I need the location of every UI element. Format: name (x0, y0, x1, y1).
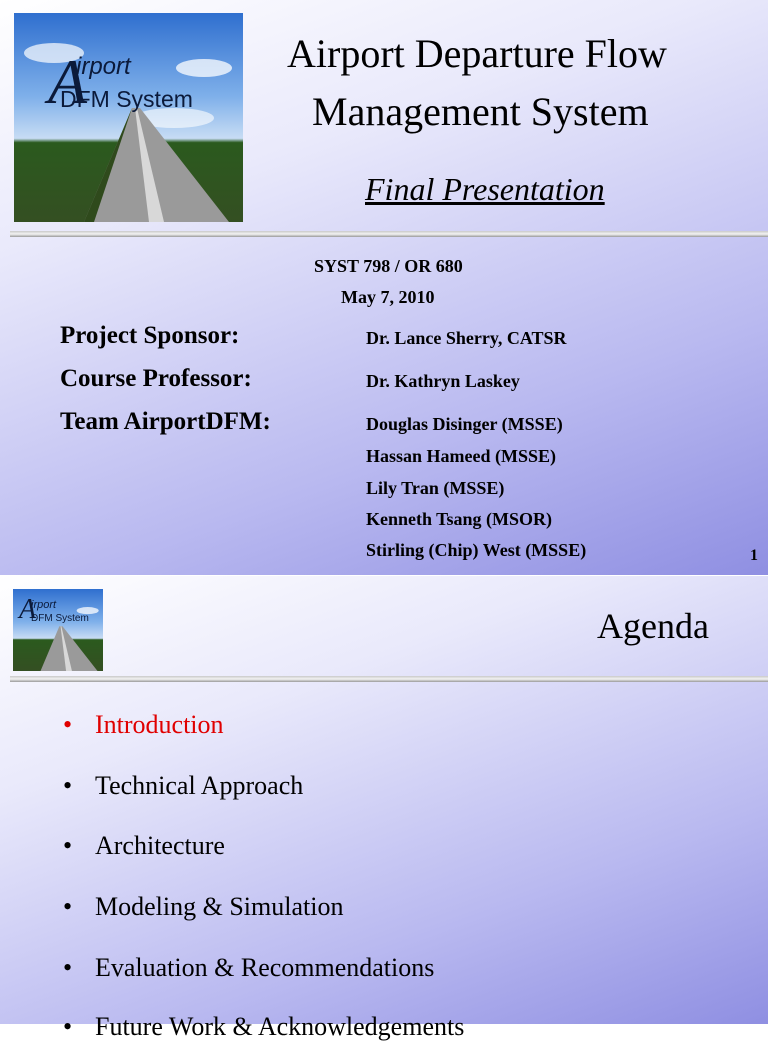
logo-letter-a: A (48, 46, 88, 117)
agenda-item-future-work: Future Work & Acknowledgements (95, 1012, 465, 1041)
logo-text-irport: irport (31, 599, 57, 611)
bullet-icon: • (63, 953, 73, 982)
team-member: Kenneth Tsang (MSOR) (366, 509, 553, 529)
logo-text-dfm-system: DFM System (60, 86, 193, 112)
airport-dfm-logo (14, 13, 243, 222)
role-label-team: Team AirportDFM: (60, 408, 271, 435)
agenda-item-introduction: Introduction (95, 710, 224, 739)
subtitle: Final Presentation (365, 171, 605, 207)
title-line-2: Management System (312, 89, 649, 134)
bullet-icon: • (63, 710, 73, 739)
agenda-item-modeling: Modeling & Simulation (95, 892, 344, 921)
team-member: Douglas Disinger (MSSE) (366, 414, 563, 434)
role-value-professor: Dr. Kathryn Laskey (366, 371, 520, 391)
course-code: SYST 798 / OR 680 (314, 256, 463, 276)
slide-2 (0, 576, 768, 1041)
team-member: Lily Tran (MSSE) (366, 478, 505, 498)
bullet-icon: • (63, 1012, 73, 1041)
page-number: 1 (750, 547, 758, 564)
logo-text-dfm-system: DFM System (31, 613, 89, 624)
presentation-date: May 7, 2010 (341, 287, 435, 307)
logo-letter-a: A (19, 594, 37, 625)
bullet-icon: • (63, 831, 73, 860)
title-line-1: Airport Departure Flow (287, 31, 667, 76)
airport-dfm-logo (13, 589, 103, 671)
agenda-item-technical-approach: Technical Approach (95, 771, 304, 800)
divider (10, 676, 768, 682)
agenda-item-evaluation: Evaluation & Recommendations (95, 953, 435, 982)
role-label-sponsor: Project Sponsor: (60, 322, 240, 349)
team-member: Stirling (Chip) West (MSSE) (366, 540, 587, 560)
role-value-sponsor: Dr. Lance Sherry, CATSR (366, 328, 567, 348)
slide-title: Agenda (597, 606, 709, 646)
divider (10, 231, 768, 237)
bullet-icon: • (63, 771, 73, 800)
agenda-item-architecture: Architecture (95, 831, 225, 860)
team-member: Hassan Hameed (MSSE) (366, 446, 557, 466)
role-label-professor: Course Professor: (60, 365, 252, 392)
logo-text-irport: irport (76, 53, 131, 80)
bullet-icon: • (63, 892, 73, 921)
